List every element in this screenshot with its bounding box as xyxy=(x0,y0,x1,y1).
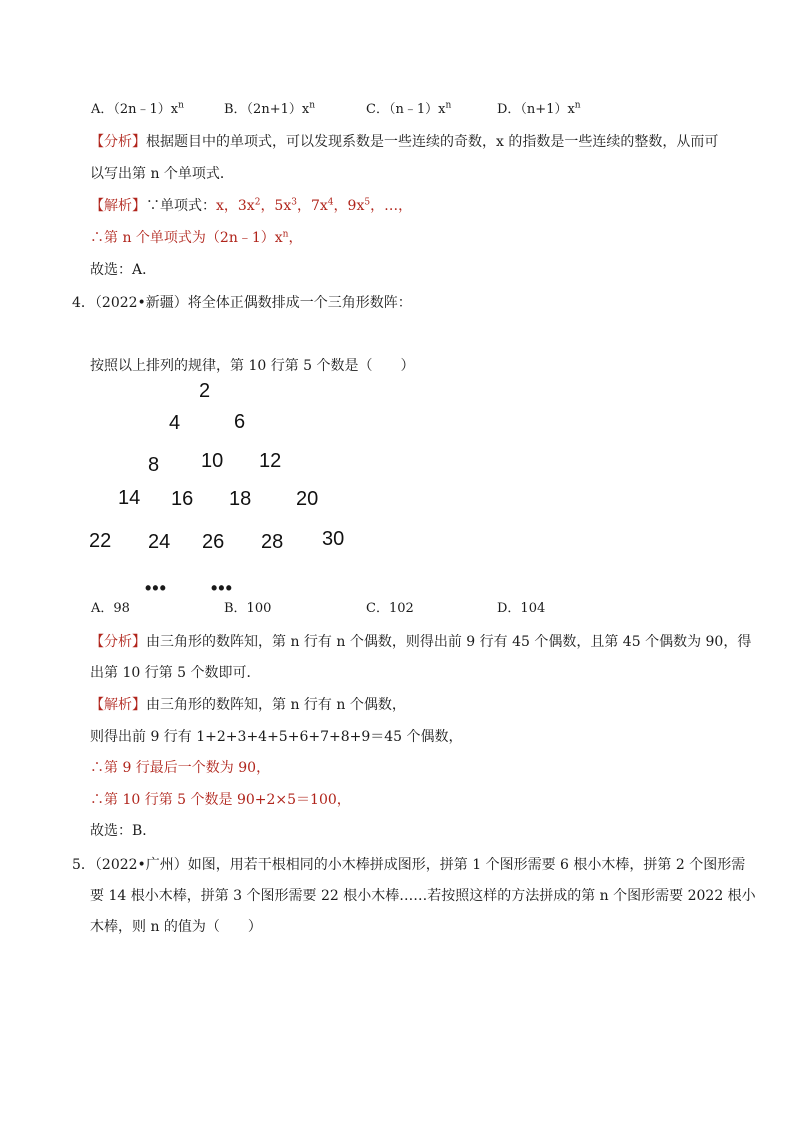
q4-option-b xyxy=(224,599,271,619)
q4-solution-text1: 由三角形的数阵知，第 n 行有 n 个偶数， xyxy=(146,697,406,713)
q4-answer xyxy=(90,821,156,841)
q3-term-5: ，…， xyxy=(370,198,413,214)
triangle-num: 8 xyxy=(148,454,160,476)
triangle-num: 22 xyxy=(89,530,112,552)
q4-option-d-text: D．104 xyxy=(497,601,546,616)
q3-term-3: ，7x xyxy=(296,198,328,214)
q4-option-a-text: A．98 xyxy=(91,601,130,616)
q3-option-b-text: B．（2n+1）x xyxy=(224,102,310,117)
q4-solution-tag: 【解析】 xyxy=(90,697,146,713)
q4-solution-line3 xyxy=(90,758,270,778)
q5-text3: 木棒，则 n 的值为（ ） xyxy=(90,919,262,935)
q3-analysis-line1 xyxy=(90,132,718,152)
triangle-num: 30 xyxy=(322,528,345,550)
q4-stem-text: 4．（2022•新疆）将全体正偶数排成一个三角形数阵： xyxy=(72,295,412,311)
q5-text1: 5．（2022•广州）如图，用若干根相同的小木棒拼成图形，拼第 1 个图形需要 6 根小木棒，拼第 2 个图形需 xyxy=(72,857,746,873)
q4-analysis-line2 xyxy=(90,663,261,683)
q3-solution-text2-end: ， xyxy=(288,230,303,246)
triangle-num: 24 xyxy=(148,531,171,553)
q3-analysis-tag: 【分析】 xyxy=(90,134,146,150)
q3-term-3-exp: 4 xyxy=(327,197,334,208)
q3-term-1-exp: 2 xyxy=(254,197,261,208)
q4-solution-text2: 则得出前 9 行有 1+2+3+4+5+6+7+8+9＝45 个偶数， xyxy=(90,729,463,745)
q3-option-d xyxy=(497,100,581,120)
q3-solution-prefix: ∵单项式： xyxy=(146,198,216,214)
q4-option-c xyxy=(366,599,414,619)
q4-stem xyxy=(72,293,412,313)
q3-term-1: x，3x xyxy=(216,198,255,214)
q3-solution-text2: ∴第 n 个单项式为（2n﹣1）x xyxy=(90,230,283,246)
triangle-num: 20 xyxy=(296,488,319,510)
q3-analysis-text2: 以写出第 n 个单项式． xyxy=(90,166,234,182)
q3-analysis-line2 xyxy=(90,164,234,184)
q3-solution-tag: 【解析】 xyxy=(90,198,146,214)
q3-term-2: ，5x xyxy=(260,198,292,214)
q4-option-c-text: C．102 xyxy=(366,601,414,616)
q4-answer-text: 故选：B． xyxy=(90,823,157,839)
q4-solution-text3: ∴第 9 行最后一个数为 90， xyxy=(90,760,271,776)
q3-option-a xyxy=(91,100,184,120)
triangle-num: 2 xyxy=(199,380,211,402)
q3-answer xyxy=(90,260,156,280)
q3-option-a-text: A．（2n﹣1）x xyxy=(91,102,179,117)
q3-option-a-exp: n xyxy=(178,100,184,111)
q3-option-c-text: C．（n﹣1）x xyxy=(366,102,446,117)
ellipsis-dots: ••• xyxy=(211,578,233,598)
q3-solution-terms xyxy=(216,198,412,214)
q3-term-2-exp: 3 xyxy=(291,197,297,208)
q4-solution-line4 xyxy=(90,790,351,810)
q3-term-4-exp: 5 xyxy=(364,197,371,208)
triangle-num: 18 xyxy=(229,488,252,510)
triangle-num: 16 xyxy=(171,488,194,510)
q3-option-c-exp: n xyxy=(445,100,452,111)
q3-option-b xyxy=(224,100,315,120)
ellipsis-dots: ••• xyxy=(145,578,167,598)
q4-question-text: 按照以上排列的规律，第 10 行第 5 个数是（ ） xyxy=(90,358,415,374)
triangle-num: 10 xyxy=(201,450,224,472)
q3-option-c xyxy=(366,100,451,120)
triangle-num: 26 xyxy=(202,531,225,553)
triangle-num: 12 xyxy=(259,450,282,472)
q4-option-a xyxy=(91,599,130,619)
q3-term-4: ，9x xyxy=(333,198,365,214)
triangle-num: 14 xyxy=(118,487,141,509)
q4-analysis-line1 xyxy=(90,632,751,652)
q3-solution-line1 xyxy=(90,196,412,216)
q4-analysis-text2: 出第 10 行第 5 个数即可． xyxy=(90,665,261,681)
q3-solution-line2 xyxy=(90,228,302,248)
q4-option-d xyxy=(497,599,545,619)
triangle-num: 6 xyxy=(234,411,246,433)
q4-option-b-text: B．100 xyxy=(224,601,272,616)
q4-analysis-tag: 【分析】 xyxy=(90,634,146,650)
triangle-num: 28 xyxy=(261,531,284,553)
q4-question xyxy=(90,356,415,376)
q5-text2: 要 14 根小木棒，拼第 3 个图形需要 22 根小木棒……若按照这样的方法拼成的第 n 个图形需要 2022 根小 xyxy=(90,888,756,904)
q4-solution-line1 xyxy=(90,695,406,715)
q5-line1 xyxy=(72,855,745,875)
q4-solution-line2 xyxy=(90,727,463,747)
q3-analysis-text1: 根据题目中的单项式，可以发现系数是一些连续的奇数，x 的指数是一些连续的整数，从而可 xyxy=(146,134,719,150)
triangle-num: 4 xyxy=(169,412,181,434)
q4-analysis-text1: 由三角形的数阵知，第 n 行有 n 个偶数，则得出前 9 行有 45 个偶数，且第 45 个偶数为 90，得 xyxy=(146,634,752,650)
q4-solution-text4: ∴第 10 行第 5 个数是 90+2×5＝100， xyxy=(90,792,351,808)
q3-option-d-exp: n xyxy=(574,100,581,111)
q3-option-b-exp: n xyxy=(309,100,315,111)
q3-answer-text: 故选：A． xyxy=(90,262,157,278)
q3-solution-text2-exp: n xyxy=(282,229,289,240)
q5-line2 xyxy=(90,886,756,906)
q3-option-d-text: D．（n+1）x xyxy=(497,102,575,117)
q5-line3 xyxy=(90,917,262,937)
